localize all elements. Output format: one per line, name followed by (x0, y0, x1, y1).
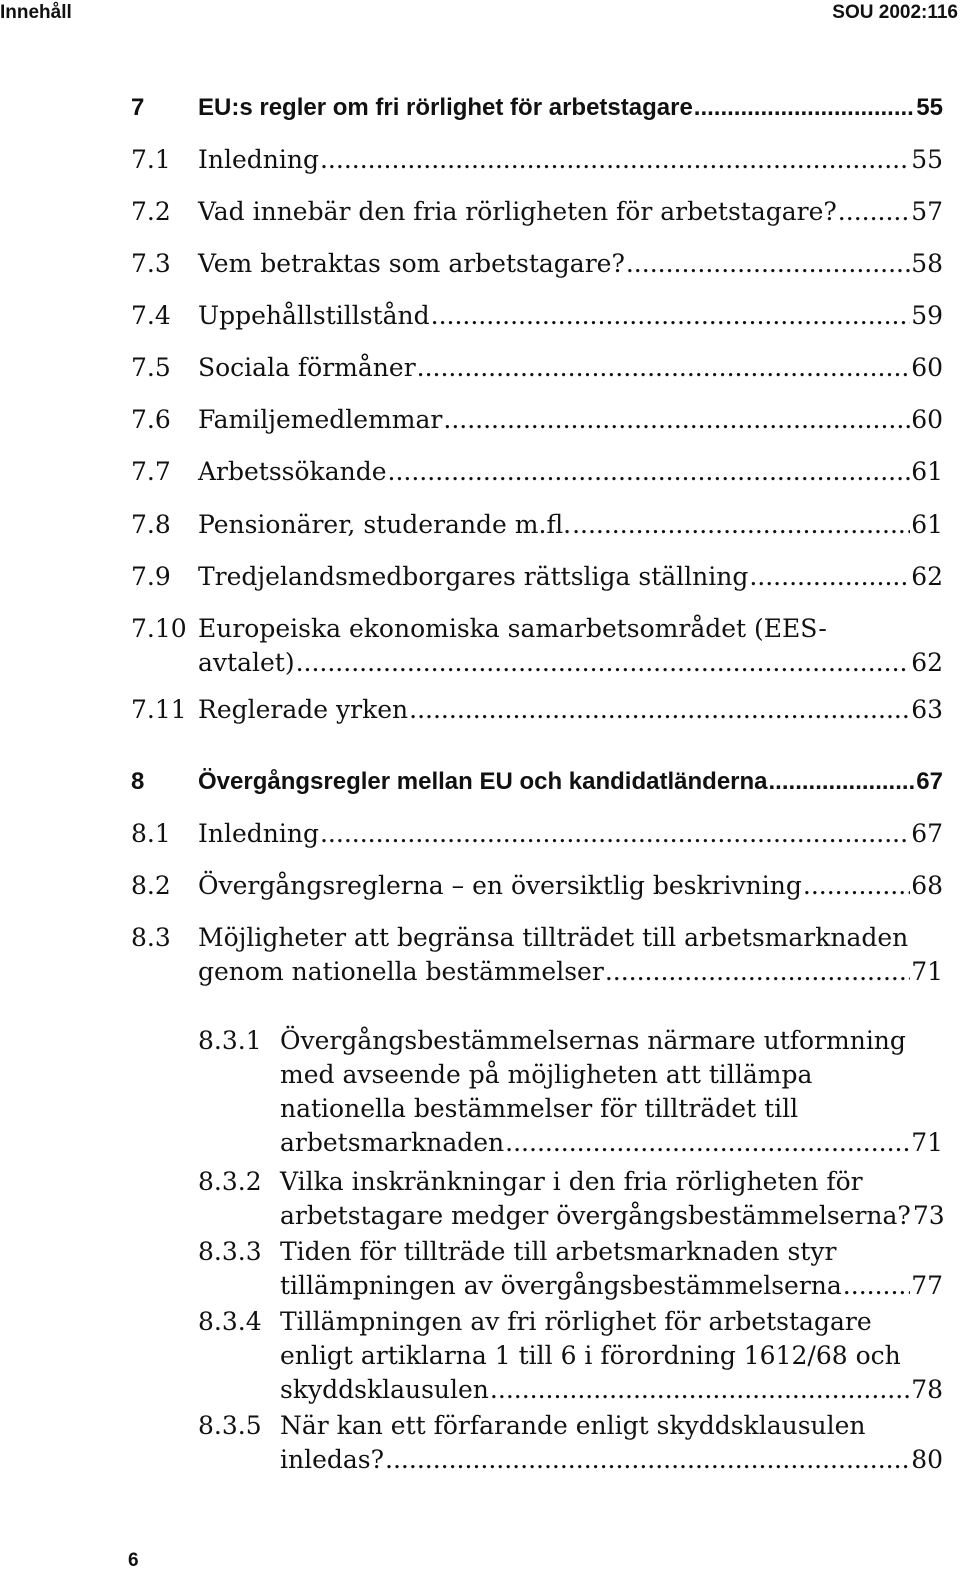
toc-title-line: med avseende på möjligheten att tillämpa (280, 1060, 813, 1089)
toc-entry-title (198, 508, 943, 542)
toc-entry-number: 8.3.2 (198, 1167, 262, 1196)
toc-title-line: Arbetssökande (198, 457, 387, 486)
toc-entry (0, 1409, 943, 1477)
dot-leader (296, 646, 911, 680)
toc-title-line: Vem betraktas som arbetstagare? (198, 249, 625, 278)
toc-entry-number: 8 (131, 768, 145, 795)
toc-title-line: EU:s regler om fri rörlighet för arbetstagare (198, 94, 693, 121)
toc-entry-title (280, 1235, 943, 1303)
toc-title-line: Övergångsreglerna – en översiktlig beskrivning (198, 871, 802, 900)
toc-title-line: Tredjelandsmedborgares rättsliga ställning (198, 562, 749, 591)
toc-title-line: Tiden för tillträde till arbetsmarknaden styr (280, 1237, 837, 1266)
toc-page-number: 80 (911, 1445, 943, 1474)
toc-title-line: skyddsklausulen (280, 1375, 489, 1404)
toc-entry-title (198, 765, 943, 799)
toc-entry-number: 7.2 (131, 197, 171, 226)
toc-page-number: 60 (911, 405, 943, 434)
running-header-section: Innehåll (0, 2, 72, 23)
toc-entry-title (198, 403, 943, 437)
toc-page-number: 55 (911, 145, 943, 174)
toc-page-number: 71 (911, 1128, 943, 1157)
toc-page-number: 63 (911, 695, 943, 724)
toc-entry (0, 869, 943, 903)
toc-title-line: Vilka inskränkningar i den fria rörligheten för (280, 1167, 863, 1196)
toc-page-number: 62 (911, 648, 943, 677)
toc-page-number: 57 (911, 197, 943, 226)
toc-title-line: Familjemedlemmar (198, 405, 443, 434)
toc-entry-number: 8.3.1 (198, 1026, 262, 1055)
toc-title-line: avtalet) (198, 648, 295, 677)
toc-entry-title (198, 560, 943, 594)
page-number: 6 (128, 1550, 139, 1571)
toc-entry-number: 7.1 (131, 145, 171, 174)
toc-entry (0, 195, 943, 229)
toc-entry-title (280, 1409, 943, 1477)
toc-title-line: Inledning (198, 145, 319, 174)
toc-page-number: 73 (912, 1201, 945, 1230)
dot-leader (838, 195, 910, 229)
toc-entry (0, 817, 943, 851)
toc-title-line: Sociala förmåner (198, 353, 416, 382)
toc-title-line: Europeiska ekonomiska samarbetsområdet (EES- (198, 614, 827, 643)
toc-page-number: 61 (911, 457, 943, 486)
toc-entry (0, 299, 943, 333)
toc-page-number: 61 (911, 510, 943, 539)
toc-entry (0, 143, 943, 177)
toc-entry (0, 1165, 943, 1233)
toc-entry-title (198, 351, 943, 385)
toc-entry (0, 1235, 943, 1303)
toc-entry-number: 7.6 (131, 405, 171, 434)
toc-entry-title (198, 299, 943, 333)
dot-leader (505, 1126, 910, 1160)
toc-entry (0, 921, 943, 989)
toc-entry-number: 8.3.5 (198, 1411, 262, 1440)
toc-entry-number: 7.9 (131, 562, 171, 591)
toc-title-line: nationella bestämmelser för tillträdet till (280, 1094, 799, 1123)
toc-entry (0, 560, 943, 594)
toc-entry-title (198, 143, 943, 177)
toc-page-number: 71 (911, 957, 943, 986)
toc-entry-title (280, 1165, 943, 1233)
toc-entry (0, 351, 943, 385)
toc-title-line: När kan ett förfarande enligt skyddsklausulen (280, 1411, 866, 1440)
toc-entry (0, 1305, 943, 1407)
toc-page-number: 78 (911, 1375, 943, 1404)
toc-page-number: 62 (911, 562, 943, 591)
toc-title-line: Vad innebär den fria rörligheten för arbetstagare? (198, 197, 837, 226)
toc-title-line: Tillämpningen av fri rörlighet för arbetstagare (280, 1307, 872, 1336)
toc-entry-number: 7.7 (131, 457, 171, 486)
toc-entry-title (198, 869, 943, 903)
toc-entry-number: 7.5 (131, 353, 171, 382)
toc-entry-number: 8.1 (131, 819, 171, 848)
toc-page-number: 55 (916, 94, 943, 121)
toc-entry-title (280, 1024, 943, 1160)
dot-leader (417, 351, 911, 385)
dot-leader (843, 1269, 910, 1303)
toc-entry-number: 7.11 (131, 695, 187, 724)
toc-page-number: 77 (911, 1271, 943, 1300)
toc-entry-title (198, 247, 943, 281)
toc-chapter-entry (0, 765, 943, 799)
dot-leader (385, 1443, 910, 1477)
dot-leader (320, 817, 910, 851)
toc-entry-number: 8.3 (131, 923, 171, 952)
toc-chapter-entry (0, 91, 943, 125)
toc-title-line: Möjligheter att begränsa tillträdet till arbetsmarknaden (198, 923, 909, 952)
toc-entry-number: 7.8 (131, 510, 171, 539)
dot-leader (626, 247, 910, 281)
toc-entry-title (198, 612, 943, 680)
toc-title-line: genom nationella bestämmelser (198, 957, 604, 986)
toc-title-line: arbetstagare medger övergångsbestämmelserna? (280, 1201, 911, 1230)
toc-entry (0, 455, 943, 489)
dot-leader (803, 869, 910, 903)
toc-title-line: tillämpningen av övergångsbestämmelserna (280, 1271, 842, 1300)
toc-title-line: Pensionärer, studerande m.fl. (198, 510, 572, 539)
toc-entry-title (198, 195, 943, 229)
toc-title-line: Övergångsbestämmelsernas närmare utformning (280, 1026, 906, 1055)
dot-leader (409, 693, 910, 727)
toc-page-number: 60 (911, 353, 943, 382)
dot-leader (490, 1373, 910, 1407)
dot-leader (431, 299, 911, 333)
toc-entry (0, 693, 943, 727)
toc-title-line: Uppehållstillstånd (198, 301, 430, 330)
toc-entry-title (198, 817, 943, 851)
toc-entry-number: 7 (131, 94, 145, 121)
dot-leader (388, 455, 911, 489)
toc-entry-number: 7.3 (131, 249, 171, 278)
toc-entry-title (198, 455, 943, 489)
dot-leader (749, 560, 910, 594)
toc-title-line: Reglerade yrken (198, 695, 409, 724)
toc-page-number: 67 (916, 768, 943, 795)
toc-title-line: inledas? (280, 1445, 385, 1474)
dot-leader (769, 765, 916, 799)
toc-title-line: arbetsmarknaden (280, 1128, 505, 1157)
toc-entry-title (198, 91, 943, 125)
dot-leader (320, 143, 910, 177)
toc-entry (0, 247, 943, 281)
running-header-report-id: SOU 2002:116 (832, 2, 958, 23)
toc-entry-number: 7.10 (131, 614, 187, 643)
toc-title-line: Inledning (198, 819, 319, 848)
toc-entry-number: 8.2 (131, 871, 171, 900)
toc-page-number: 67 (911, 819, 943, 848)
dot-leader (443, 403, 910, 437)
toc-entry-number: 8.3.3 (198, 1237, 262, 1266)
toc-page-number: 59 (911, 301, 943, 330)
dot-leader (605, 955, 910, 989)
toc-entry-title (280, 1305, 943, 1407)
toc-page-number: 58 (911, 249, 943, 278)
toc-title-line: enligt artiklarna 1 till 6 i förordning 1612/68 och (280, 1341, 901, 1370)
dot-leader (694, 91, 916, 125)
toc-entry (0, 403, 943, 437)
toc-entry (0, 612, 943, 680)
toc-entry-title (198, 921, 943, 989)
toc-entry-number: 7.4 (131, 301, 171, 330)
toc-page-number: 68 (911, 871, 943, 900)
toc-entry (0, 1024, 943, 1160)
toc-title-line: Övergångsregler mellan EU och kandidatländerna (198, 768, 768, 795)
dot-leader (572, 508, 910, 542)
toc-entry (0, 508, 943, 542)
toc-entry-number: 8.3.4 (198, 1307, 262, 1336)
toc-entry-title (198, 693, 943, 727)
